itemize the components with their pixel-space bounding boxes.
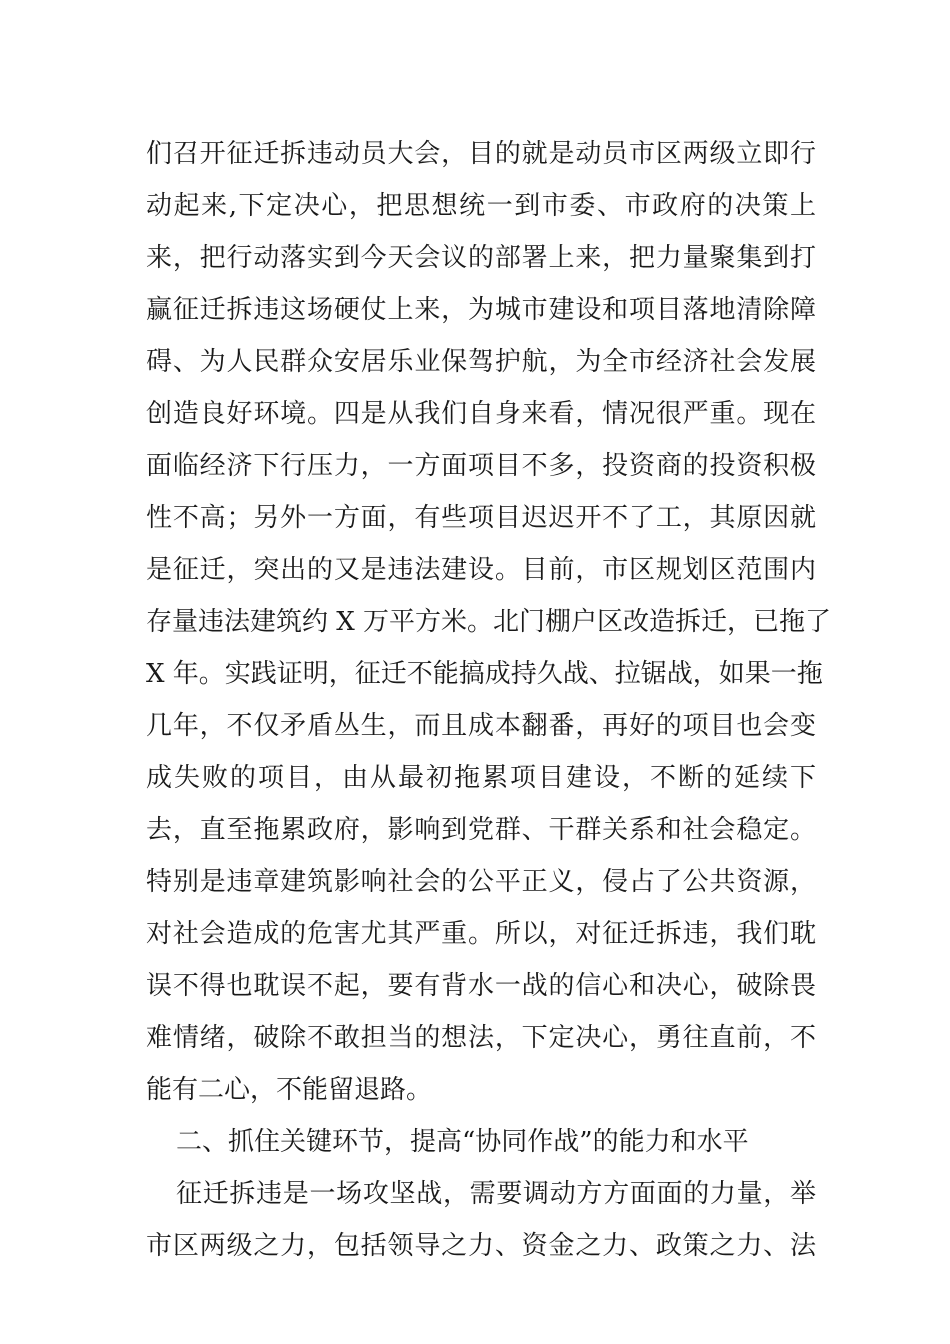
body-line-15: 特别是违章建筑影响社会的公平正义，侵占了公共资源， [146,867,816,897]
body-line-3: 来，把行动落实到今天会议的部署上来，把力量聚集到打 [146,243,816,273]
body-line-18: 难情绪，破除不敢担当的想法，下定决心，勇往直前，不 [146,1023,816,1053]
body-line-12: 几年，不仅矛盾丛生，而且成本翻番，再好的项目也会变 [146,711,816,741]
body-line-5: 碍、为人民群众安居乐业保驾护航，为全市经济社会发展 [146,347,816,377]
document-body [146,128,832,1272]
body-line-19: 能有二心，不能留退路。 [146,1075,433,1105]
body-line-13: 成失败的项目，由从最初拖累项目建设，不断的延续下 [146,763,816,793]
body-line-17: 误不得也耽误不起，要有背水一战的信心和决心，破除畏 [146,971,816,1001]
body-line-10: 存量违法建筑约 X 万平方米。北门棚户区改造拆迁，已拖了 [146,607,832,637]
body-line-16: 对社会造成的危害尤其严重。所以，对征迁拆违，我们耽 [146,919,816,949]
body-line-6: 创造良好环境。四是从我们自身来看，情况很严重。现在 [146,399,816,429]
body-line-11: X 年。实践证明，征迁不能搞成持久战、拉锯战，如果一拖 [146,659,823,689]
body-line-9: 是征迁，突出的又是违法建设。目前，市区规划区范围内 [146,555,816,585]
section-heading: 二、抓住关键环节，提高“协同作战”的能力和水平 [176,1127,749,1157]
body-line-14: 去，直至拖累政府，影响到党群、干群关系和社会稳定。 [146,815,816,845]
body-line-8: 性不高；另外一方面，有些项目迟迟开不了工，其原因就 [146,503,816,533]
body-line-7: 面临经济下行压力，一方面项目不多，投资商的投资积极 [146,451,816,481]
body-line-2: 动起来,下定决心，把思想统一到市委、市政府的决策上 [146,191,816,221]
body-line-21: 征迁拆违是一场攻坚战，需要调动方方面面的力量，举 [176,1179,816,1209]
body-line-1: 们召开征迁拆违动员大会，目的就是动员市区两级立即行 [146,139,816,169]
body-line-22: 市区两级之力，包括领导之力、资金之力、政策之力、法 [146,1231,816,1261]
body-line-4: 赢征迁拆违这场硬仗上来，为城市建设和项目落地清除障 [146,295,816,325]
